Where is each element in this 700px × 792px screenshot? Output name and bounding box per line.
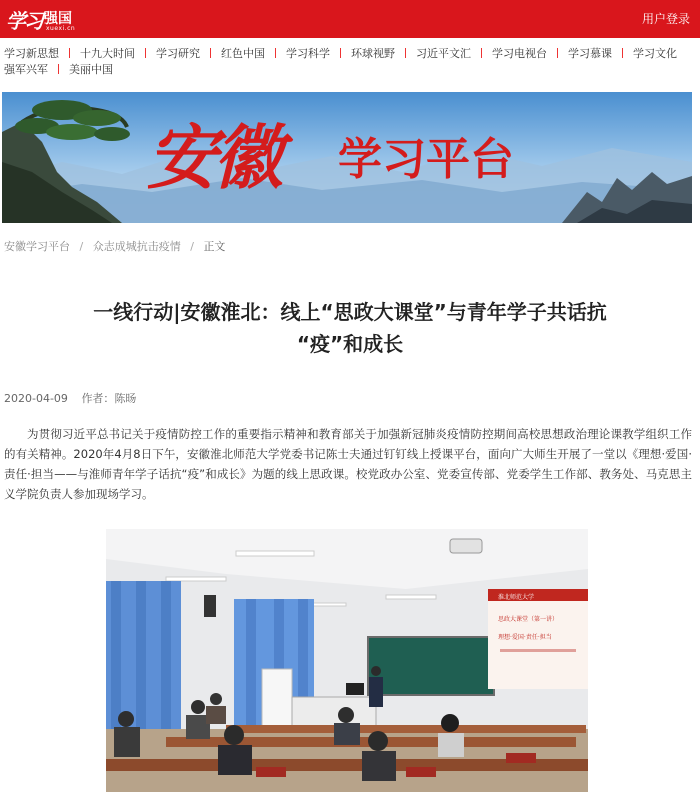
- nav-item-label: 美丽中国: [69, 63, 113, 76]
- nav-item-label: 环球视野: [351, 47, 395, 60]
- breadcrumb-divider: /: [190, 240, 194, 253]
- nav-item-6[interactable]: [416, 46, 492, 62]
- nav-item-11[interactable]: [69, 62, 113, 78]
- article-author: 陈旸: [114, 392, 137, 405]
- logo-brand: 强国: [44, 11, 72, 27]
- breadcrumb-item-anhui[interactable]: 安徽学习平台: [4, 240, 70, 253]
- article-paragraph: 为贯彻习近平总书记关于疫情防控工作的重要指示精神和教育部关于加强新冠肺炎疫情防控期间高校思想政治理论课教学组织工作的有关精神。2020年4月8日下午，安徽淮北师范大学党委书记陈士夫通过钉钉线上授课平台，面向广大师生开展了一堂以《理想·爱国·责任·担当——与淮师青年学子话抗“疫”和成长》为题的线上思政课。校党政办公室、党委宣传部、党委学生工作部、教务处、马克思主义学院负责人参加现场学习。: [4, 427, 692, 501]
- nav-item-7[interactable]: [492, 46, 568, 62]
- nav-separator: [69, 48, 70, 58]
- banner-platform-title: 学习平台: [338, 134, 514, 185]
- breadcrumb-divider: /: [79, 240, 84, 253]
- nav-separator: [557, 48, 558, 58]
- nav-item-5[interactable]: [351, 46, 416, 62]
- channel-nav: [4, 46, 696, 78]
- nav-item-9[interactable]: [633, 46, 677, 62]
- nav-item-label: 十九大时间: [80, 47, 135, 60]
- logo-sub: xuexi.cn: [46, 25, 76, 32]
- logo-script: 学习: [6, 8, 42, 33]
- xuexi-logo[interactable]: [6, 4, 76, 34]
- nav-separator: [58, 64, 59, 74]
- nav-item-10[interactable]: [4, 62, 69, 78]
- top-bar: [0, 0, 700, 38]
- nav-item-1[interactable]: [80, 46, 156, 62]
- nav-item-label: 学习研究: [156, 47, 200, 60]
- article-meta: [4, 390, 136, 406]
- article-title: [40, 296, 660, 360]
- article-title-line2: “疫”和成长: [296, 332, 404, 356]
- nav-item-label: 学习新思想: [4, 47, 59, 60]
- article-title-line1: 一线行动|安徽淮北：线上“思政大课堂”与青年学子共话抗: [93, 300, 607, 324]
- nav-separator: [145, 48, 146, 58]
- nav-item-0[interactable]: [4, 46, 80, 62]
- nav-item-label: 习近平文汇: [416, 47, 471, 60]
- breadcrumb-item-epidemic[interactable]: 众志成城抗击疫情: [92, 240, 181, 253]
- nav-item-8[interactable]: [568, 46, 633, 62]
- nav-item-3[interactable]: [221, 46, 286, 62]
- nav-item-2[interactable]: [156, 46, 221, 62]
- nav-separator: [275, 48, 276, 58]
- screen-header: 淮北师范大学: [498, 594, 535, 601]
- nav-item-4[interactable]: [286, 46, 351, 62]
- classroom-photo: [106, 529, 588, 792]
- nav-item-label: 学习慕课: [568, 47, 612, 60]
- nav-separator: [340, 48, 341, 58]
- nav-separator: [481, 48, 482, 58]
- author-label: 作者：: [81, 392, 115, 405]
- nav-item-label: 学习文化: [633, 47, 677, 60]
- breadcrumb: [4, 238, 225, 254]
- nav-item-label: 学习科学: [286, 47, 330, 60]
- screen-line2: 理想·爱国·责任·担当: [498, 634, 552, 641]
- nav-separator: [622, 48, 623, 58]
- banner-calligraphy: 安徽: [147, 116, 279, 199]
- login-link[interactable]: 用户登录: [641, 12, 690, 26]
- screen-line1: 思政大课堂（第一讲）: [498, 616, 559, 623]
- nav-item-label: 红色中国: [221, 47, 265, 60]
- nav-item-label: 学习电视台: [492, 47, 547, 60]
- article-date: 2020-04-09: [4, 392, 68, 405]
- nav-item-label: 强军兴军: [4, 63, 48, 76]
- nav-separator: [405, 48, 406, 58]
- nav-separator: [210, 48, 211, 58]
- breadcrumb-current: 正文: [203, 240, 226, 253]
- anhui-banner: [2, 92, 692, 223]
